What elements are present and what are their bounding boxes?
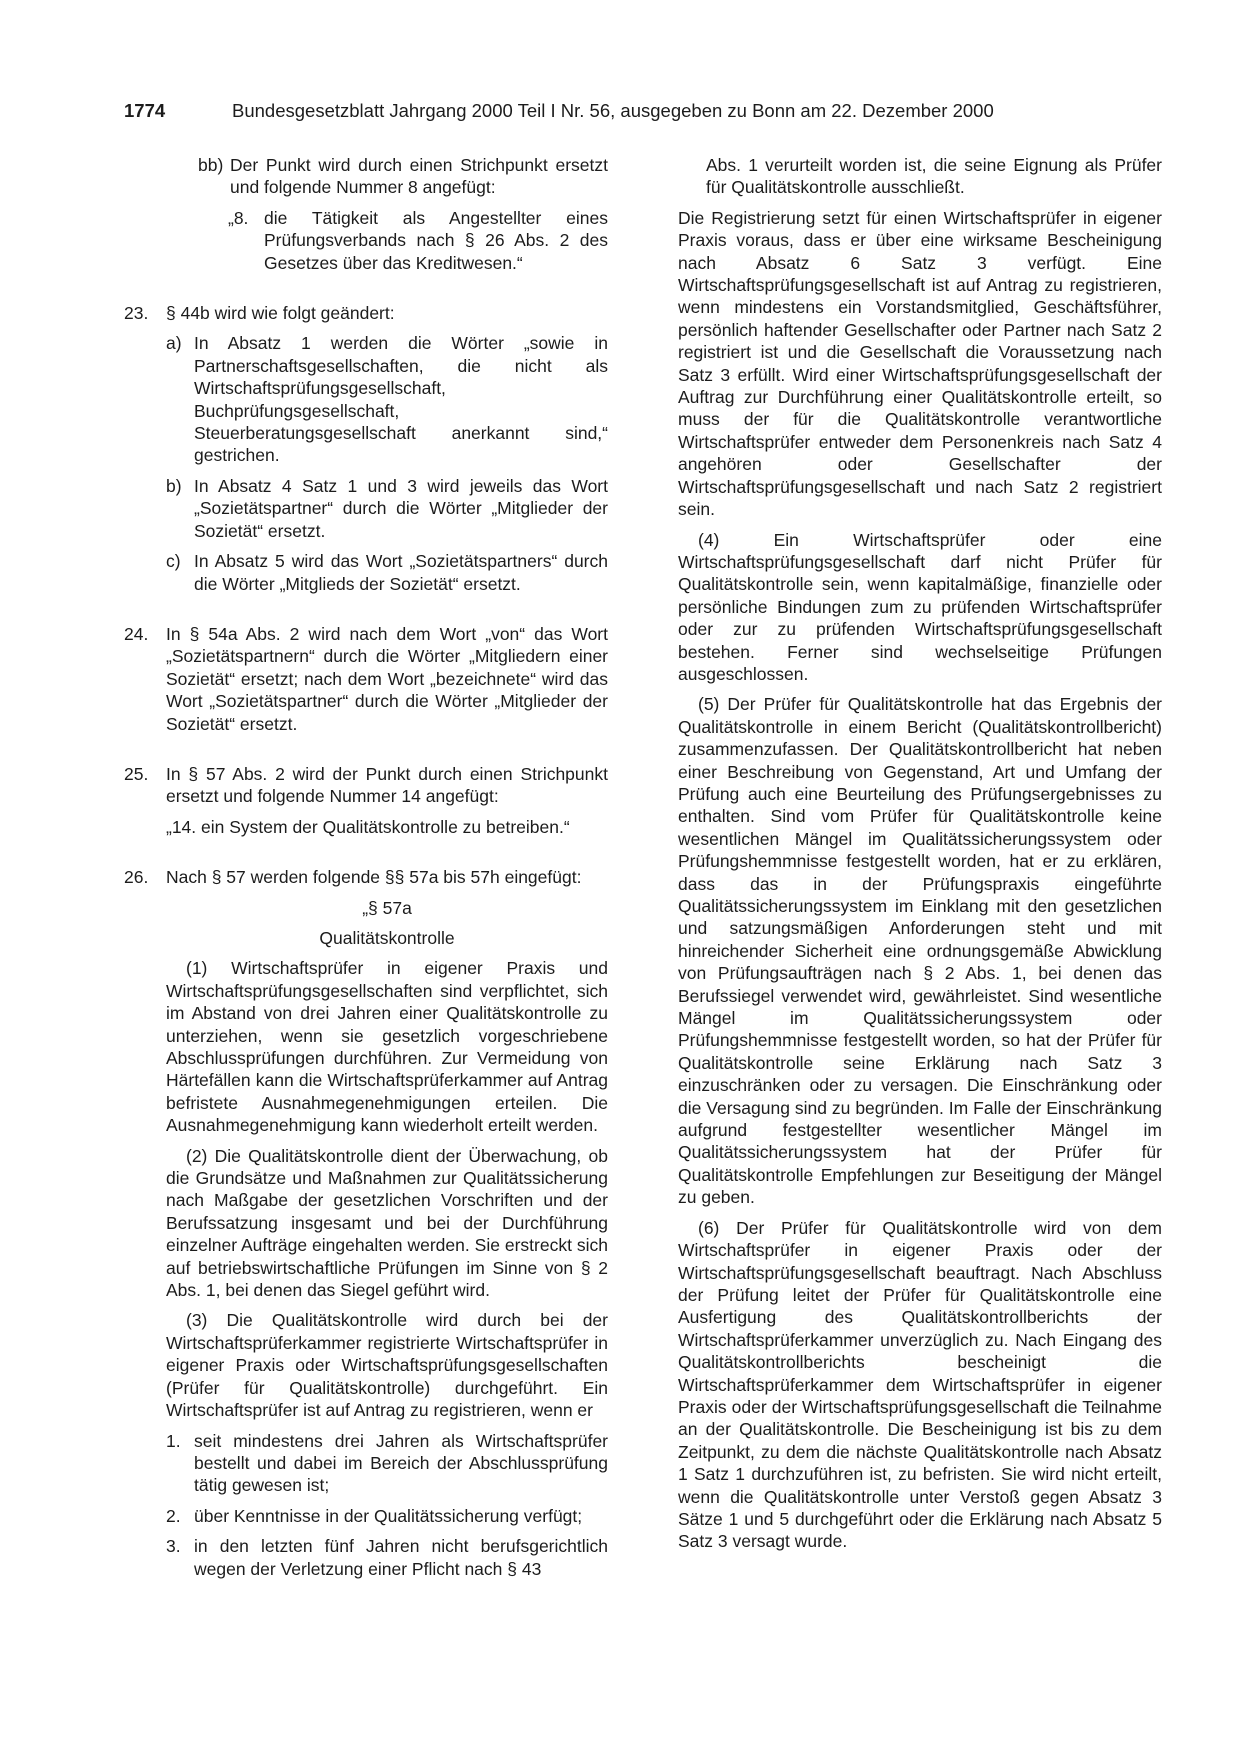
item-text: Nach § 57 werden folgende §§ 57a bis 57h eingefügt: bbox=[166, 867, 582, 888]
item-label: „8. bbox=[228, 207, 249, 228]
item-text: seit mindestens drei Jahren als Wirtschaftsprüfer bestellt und dabei im Bereich der Abschlussprüfung tätig gewesen ist; bbox=[194, 1430, 608, 1496]
item-text: In Absatz 1 werden die Wörter „sowie in Partnerschaftsgesellschaften, die nicht als Wirtschaftsprüfungsgesellschaft, Buchprüfungsgesellschaft, Steuerberatungsgesellschaft anerkannt sind,“ gestrichen. bbox=[194, 333, 608, 466]
condition-3 bbox=[166, 1535, 608, 1580]
paragraph-1: (1) Wirtschaftsprüfer in eigener Praxis und Wirtschaftsprüfungsgesellschaften sind verpflichtet, sich im Abstand von drei Jahren einer Qualitätskontrolle zu unterziehen, wenn sie gesetzlich vorgeschriebene Abschlussprüfungen durchführen. Zur Vermeidung von Härtefällen kann die Wirtschaftsprüferkammer auf Antrag befristete Ausnahmegenehmigungen erteilen. Die Ausnahmegenehmigung kann wiederholt erteilt werden. bbox=[166, 958, 608, 1136]
paragraph-2: (2) Die Qualitätskontrolle dient der Überwachung, ob die Grundsätze und Maßnahmen zur Qualitätssicherung nach Maßgabe der gesetzlichen Vorschriften und der Berufssatzung insgesamt und bei der Durchführung einzelner Aufträge eingehalten werden. Sie erstreckt sich auf betriebswirtschaftliche Prüfungen im Sinne von § 2 Abs. 1, bei denen das Siegel geführt wird. bbox=[166, 1145, 608, 1301]
paragraph-6: (6) Der Prüfer für Qualitätskontrolle wird von dem Wirtschaftsprüfer in eigener Praxis oder der Wirtschaftsprüfungsgesellschaft beauftragt. Nach Abschluss der Prüfung leitet der Prüfer für Qualitätskontrolle eine Ausfertigung des Qualitätskontrollberichts der Wirtschaftsprüferkammer unverzüglich zu. Nach Eingang des Qualitätskontrollberichts bescheinigt die Wirtschaftsprüferkammer dem Wirtschaftsprüfer in eigener Praxis oder der Wirtschaftsprüfungsgesellschaft die Teilnahme an der Qualitätskontrolle. Die Bescheinigung ist bis zu dem Zeitpunkt, zu dem die nächste Qualitätskontrolle nach Absatz 1 Satz 1 durchzuführen ist, zu befristen. Sie wird nicht erteilt, wenn die Qualitätskontrolle unter Verstoß gegen Absatz 3 Sätze 1 und 5 durchgeführt oder die Erklärung nach Absatz 5 Satz 3 versagt wurde. bbox=[678, 1217, 1162, 1552]
inserted-number-8 bbox=[124, 207, 608, 274]
paragraph-4: (4) Ein Wirtschaftsprüfer oder eine Wirtschaftsprüfungsgesellschaft darf nicht Prüfer für Qualitätskontrolle sein, wenn kapitalmäßige, finanzielle oder persönliche Bindungen zum zu prüfenden Wirtschaftsprüfer oder zur zu prüfenden Wirtschaftsprüfungsgesellschaft bestehen. Ferner sind wechselseitige Prüfungen ausgeschlossen. bbox=[678, 529, 1162, 684]
condition-2 bbox=[166, 1505, 608, 1527]
page-number: 1774 bbox=[124, 100, 166, 121]
amendment-bb bbox=[124, 154, 608, 199]
item-text: „14. ein System der Qualitätskontrolle zu betreiben.“ bbox=[166, 816, 570, 837]
registration-paragraph: Die Registrierung setzt für einen Wirtschaftsprüfer in eigener Praxis voraus, dass er über eine wirksame Bescheinigung nach Absatz 6 Satz 3 verfügt. Eine Wirtschaftsprüfungsgesellschaft ist auf Antrag zu registrieren, wenn mindestens ein Vorstandsmitglied, Geschäftsführer, persönlich haftender Gesellschafter oder Partner nach Satz 2 registriert ist und die Gesellschaft die Voraussetzung nach Satz 3 erfüllt. Wird einer Wirtschaftsprüfungsgesellschaft der Auftrag zur Durchführung einer Qualitätskontrolle erteilt, so muss der für die Qualitätskontrolle verantwortliche Wirtschaftsprüfer entweder dem Personenkreis nach Satz 4 angehören oder Gesellschafter der Wirtschaftsprüfungsgesellschaft und nach Satz 2 registriert sein. bbox=[678, 207, 1162, 520]
amendment-b bbox=[124, 475, 608, 542]
item-text: über Kenntnisse in der Qualitätssicherung verfügt; bbox=[194, 1505, 583, 1526]
item-label: b) bbox=[166, 475, 182, 496]
item-label: c) bbox=[166, 551, 181, 572]
item-text: § 44b wird wie folgt geändert: bbox=[166, 303, 395, 324]
item-number: 25. bbox=[124, 763, 149, 784]
item-number: 26. bbox=[124, 867, 149, 888]
item-number: 1. bbox=[166, 1430, 181, 1451]
amendment-a bbox=[124, 332, 608, 466]
paragraph-3: (3) Die Qualitätskontrolle wird durch bei der Wirtschaftsprüferkammer registrierte Wirtschaftsprüfer in eigener Praxis oder Wirtschaftsprüfungsgesellschaften (Prüfer für Qualitätskontrolle) durchgeführt. Ein Wirtschaftsprüfer ist auf Antrag zu registrieren, wenn er bbox=[166, 1310, 608, 1421]
item-label: bb) bbox=[198, 155, 224, 175]
list-item-25 bbox=[124, 763, 608, 808]
item-text: die Tätigkeit als Angestellter eines Prüfungsverbands nach § 26 Abs. 2 des Gesetzes über das Kreditwesen.“ bbox=[264, 207, 608, 273]
inserted-number-14 bbox=[124, 816, 608, 838]
list-item-26 bbox=[124, 866, 608, 888]
amendment-c bbox=[124, 550, 608, 595]
running-head: Bundesgesetzblatt Jahrgang 2000 Teil I Nr. 56, ausgegeben zu Bonn am 22. Dezember 2000 bbox=[232, 100, 994, 121]
list-item-23 bbox=[124, 302, 608, 324]
section-heading: „§ 57a bbox=[362, 897, 412, 918]
item-text: Der Punkt wird durch einen Strichpunkt ersetzt und folgende Nummer 8 angefügt: bbox=[230, 155, 608, 198]
section-57a bbox=[124, 897, 608, 1580]
list-item-24 bbox=[124, 623, 608, 735]
item-text: In § 57 Abs. 2 wird der Punkt durch einen Strichpunkt ersetzt und folgende Nummer 14 angefügt: bbox=[166, 763, 608, 807]
item-number: 2. bbox=[166, 1505, 181, 1526]
item-text: In Absatz 5 wird das Wort „Sozietätspartners“ durch die Wörter „Mitglieds der Sozietät“ ersetzt. bbox=[194, 551, 608, 594]
item-text: in den letzten fünf Jahren nicht berufsgerichtlich wegen der Verletzung einer Pflicht nach § 43 bbox=[194, 1536, 608, 1579]
item-number: 23. bbox=[124, 303, 149, 324]
item-number: 3. bbox=[166, 1536, 181, 1557]
paragraph-5: (5) Der Prüfer für Qualitätskontrolle hat das Ergebnis der Qualitätskontrolle in einem Bericht (Qualitätskontrollbericht) zusammenzufassen. Der Qualitätskontrollbericht hat neben einer Beschreibung von Gegenstand, Art und Umfang der Prüfung auch eine Beurteilung des Prüfungsergebnisses zu enthalten. Sind vom Prüfer für Qualitätskontrolle keine wesentlichen Mängel im Qualitätssicherungssystem oder Prüfungshemmnisse festgestellt worden, hat er zu erklären, dass das in der Prüfungspraxis eingeführte Qualitätssicherungssystem im Einklang mit den gesetzlichen und satzungsmäßigen Anforderungen steht und mit hinreichender Sicherheit eine ordnungsgemäße Abwicklung von Prüfungsaufträgen nach § 2 Abs. 1, bei denen das Berufssiegel verwendet wird, gewährleistet. Sind wesentliche Mängel im Qualitätssicherungssystem oder Prüfungshemmnisse festgestellt worden, so hat der Prüfer für Qualitätskontrolle seine Erklärung nach Satz 3 einzuschränken oder zu versagen. Die Einschränkung oder die Versagung sind zu begründen. Im Falle der Einschränkung aufgrund festgestellter wesentlicher Mängel im Qualitätssicherungssystem hat der Prüfer für Qualitätskontrolle Empfehlungen zur Beseitigung der Mängel zu geben. bbox=[678, 694, 1162, 1208]
item-text: In Absatz 4 Satz 1 und 3 wird jeweils das Wort „Sozietätspartner“ durch die Wörter „Mitglieder der Sozietät“ ersetzt. bbox=[194, 475, 608, 541]
section-title: Qualitätskontrolle bbox=[319, 927, 455, 948]
left-column bbox=[124, 154, 608, 1580]
condition-3-continued: Abs. 1 verurteilt worden ist, die seine Eignung als Prüfer für Qualitätskontrolle ausschließt. bbox=[706, 155, 1162, 198]
item-text: In § 54a Abs. 2 wird nach dem Wort „von“ das Wort „Sozietätspartnern“ durch die Wörter „Mitgliedern einer Sozietät“ ersetzt; nach dem Wort „bezeichnete“ wird das Wort „Sozietätspartner“ durch die Wörter „Mitglieder der Sozietät“ ersetzt. bbox=[166, 623, 608, 734]
item-label: a) bbox=[166, 333, 182, 354]
item-number: 24. bbox=[124, 623, 149, 644]
condition-1 bbox=[166, 1430, 608, 1497]
right-column bbox=[678, 154, 1162, 1553]
